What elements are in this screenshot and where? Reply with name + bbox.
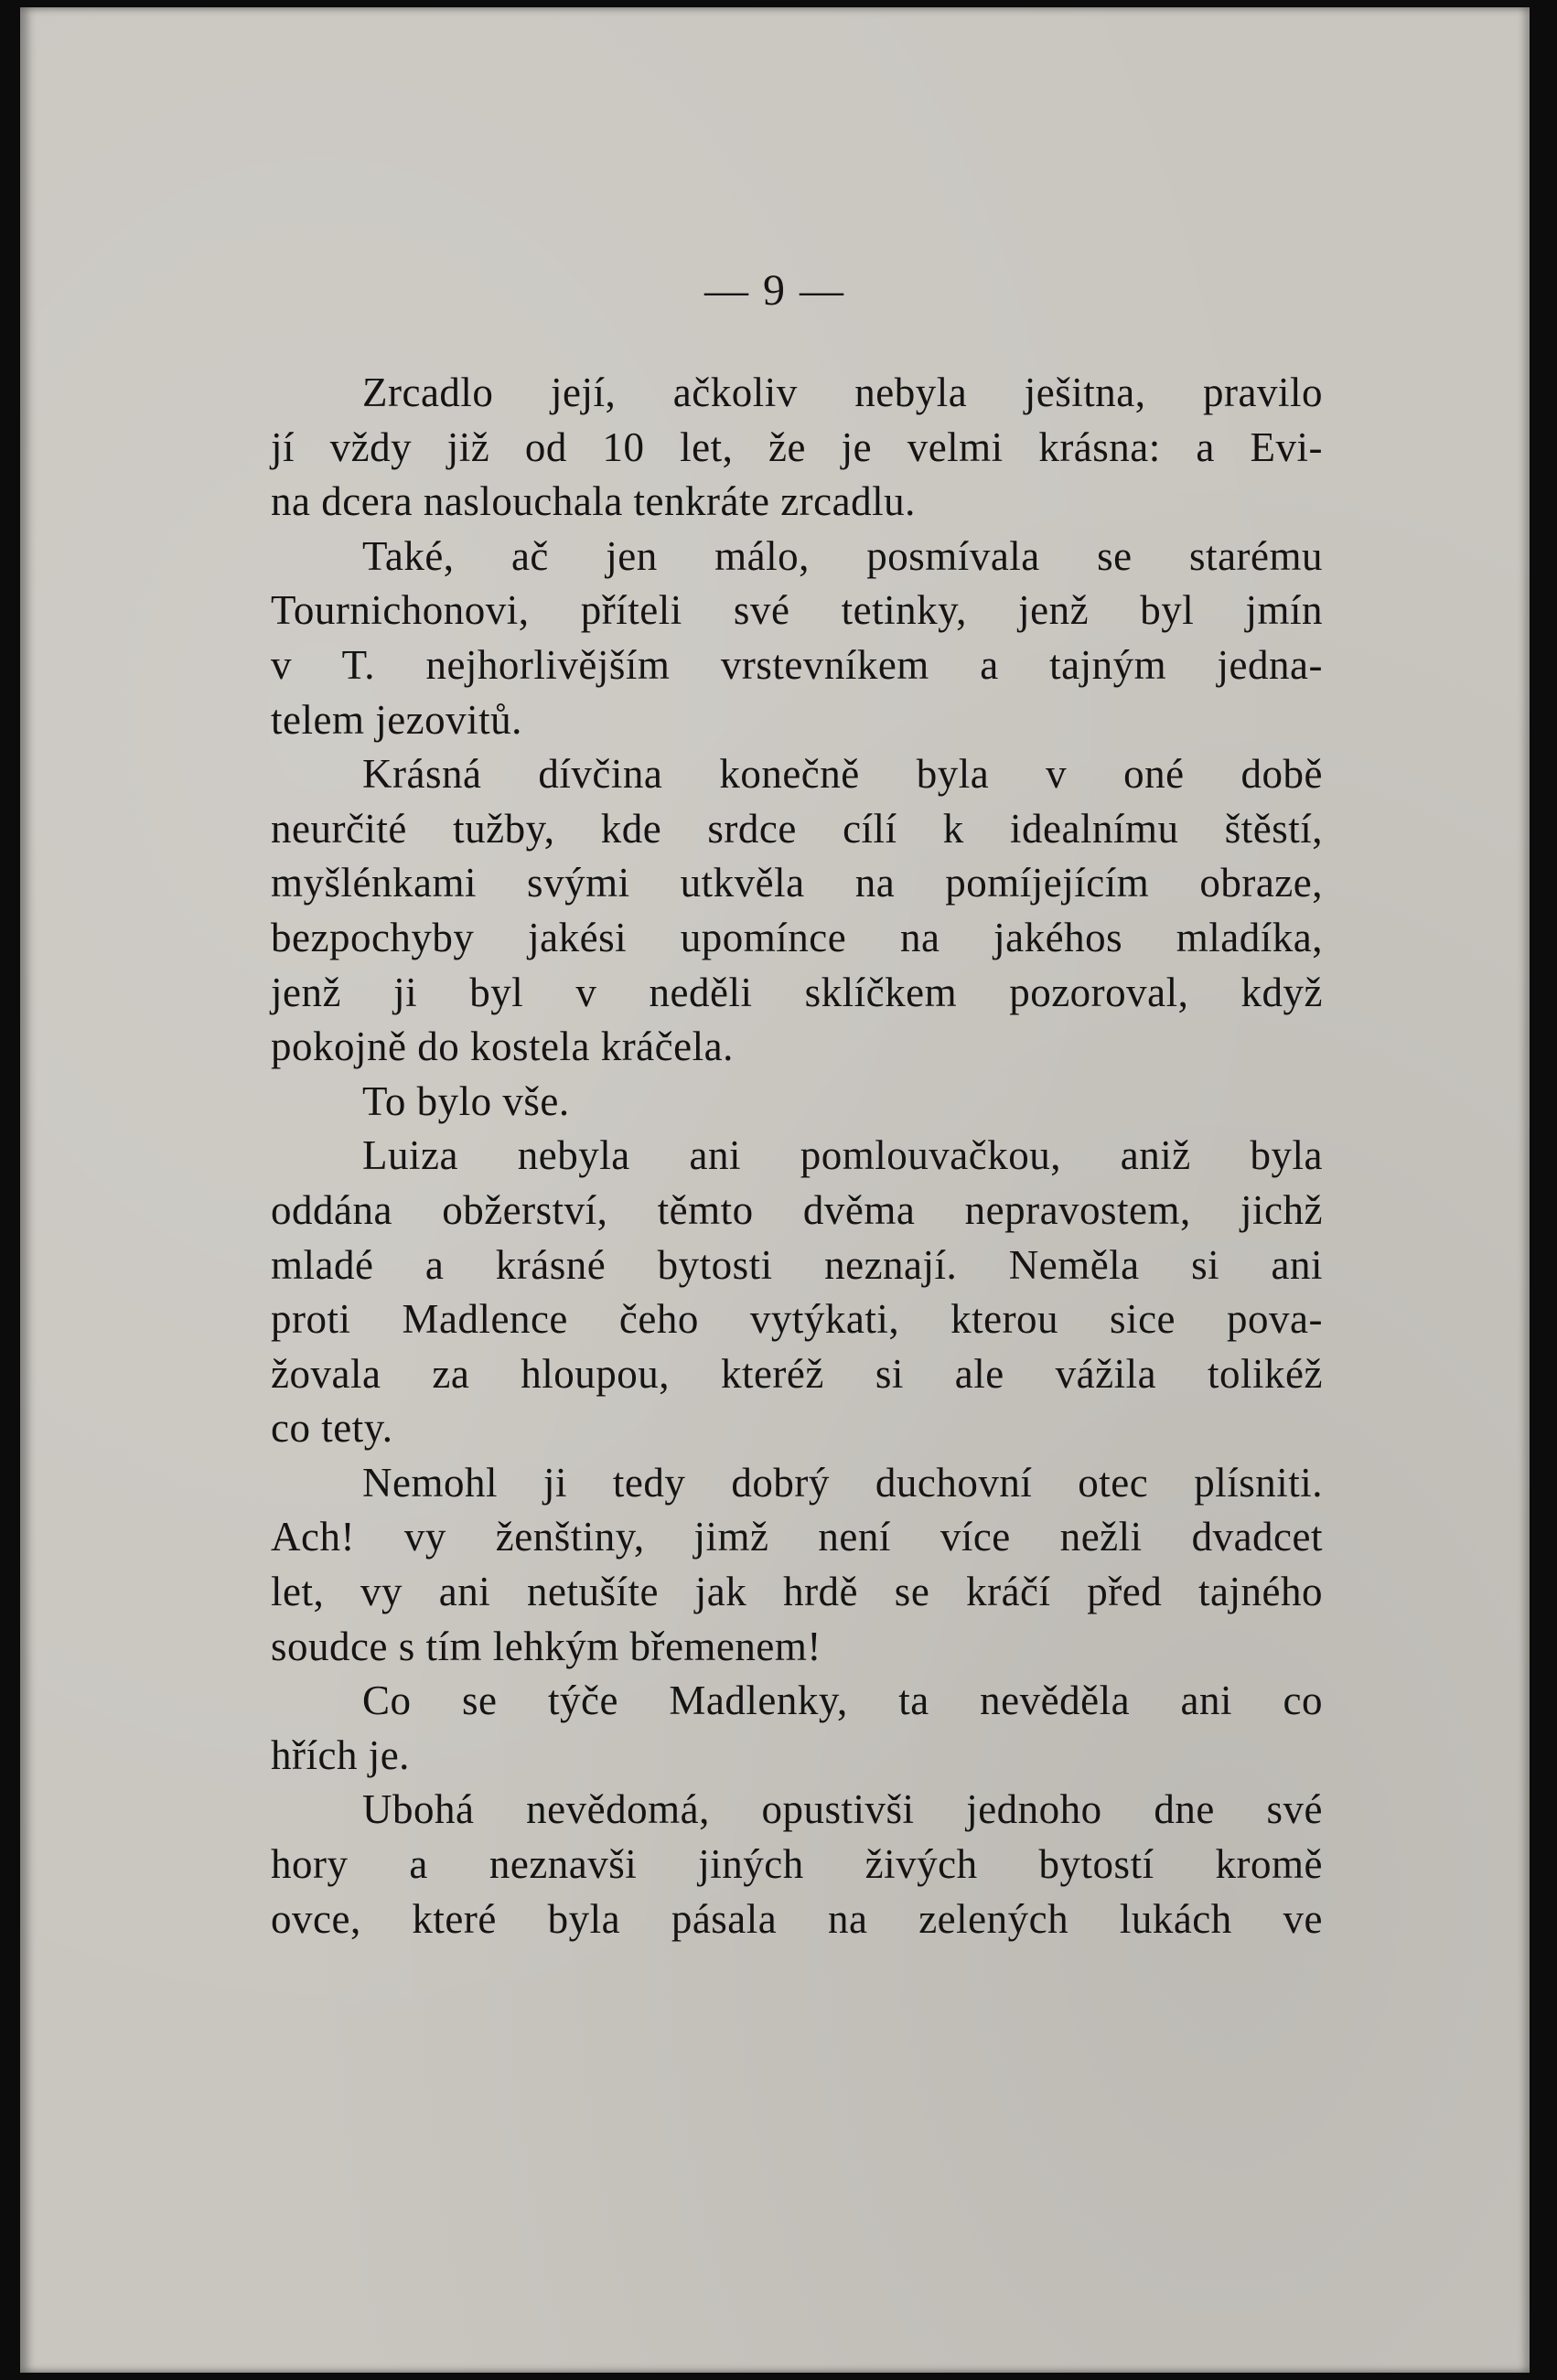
text-line: telem jezovitů. [271,696,522,743]
text-line: co tety. [271,1405,393,1452]
text-line: jí vždy již od 10 let, že je velmi krásna: a Evi- [271,423,1323,470]
text-line: Ubohá nevědomá, opustivši jednoho dne své [362,1786,1323,1833]
text-line: soudce s tím lehkým břemenem! [271,1623,821,1669]
book-page [20,7,1530,2373]
text-line: bezpochyby jakési upomínce na jakéhos mladíka, [271,914,1323,960]
text-line: ovce, které byla pásala na zelených lukách ve [271,1895,1323,1942]
text-line: Zrcadlo její, ačkoliv nebyla ješitna, pravilo [362,370,1323,415]
text-line: neurčité tužby, kde srdce cílí k idealnímu štěstí, [271,805,1323,852]
text-line: pokojně do kostela kráčela. [271,1024,734,1070]
text-line: let, vy ani netušíte jak hrdě se kráčí před tajného [271,1569,1323,1615]
text-line: Luiza nebyla ani pomlouvačkou, aniž byla [362,1132,1323,1179]
text-line: mladé a krásné bytosti neznají. Neměla si ani [271,1241,1323,1288]
body-text [271,366,1323,1946]
text-line: žovala za hloupou, kteréž si ale vážila tolikéž [271,1350,1323,1397]
text-line: Krásná dívčina konečně byla v oné době [362,751,1323,798]
text-line: myšlénkami svými utkvěla na pomíjejícím obraze, [271,860,1323,906]
text-line: na dcera naslouchala tenkráte zrcadlu. [271,478,916,525]
text-line: Také, ač jen málo, posmívala se starému [362,532,1323,579]
text-line: Nemohl ji tedy dobrý duchovní otec plísniti. [362,1459,1323,1506]
text-line: Co se týče Madlenky, ta nevěděla ani co [362,1678,1323,1724]
text-line: jenž ji byl v neděli sklíčkem pozoroval, když [271,969,1323,1015]
text-line: oddána obžerství, těmto dvěma nepravostem, jichž [271,1186,1323,1233]
page-number: — 9 — [704,266,845,315]
text-line: proti Madlence čeho vytýkati, kterou sice pova- [271,1296,1323,1343]
text-line: hory a neznavši jiných živých bytostí kromě [271,1841,1323,1888]
text-line: Tournichonovi, příteli své tetinky, jenž byl jmín [271,587,1323,634]
text-line: hřích je. [271,1731,410,1778]
text-line: To bylo vše. [362,1077,570,1124]
text-line: Ach! vy ženštiny, jimž není více nežli dvadcet [271,1514,1323,1560]
text-line: v T. nejhorlivějším vrstevníkem a tajným jedna- [271,641,1323,688]
